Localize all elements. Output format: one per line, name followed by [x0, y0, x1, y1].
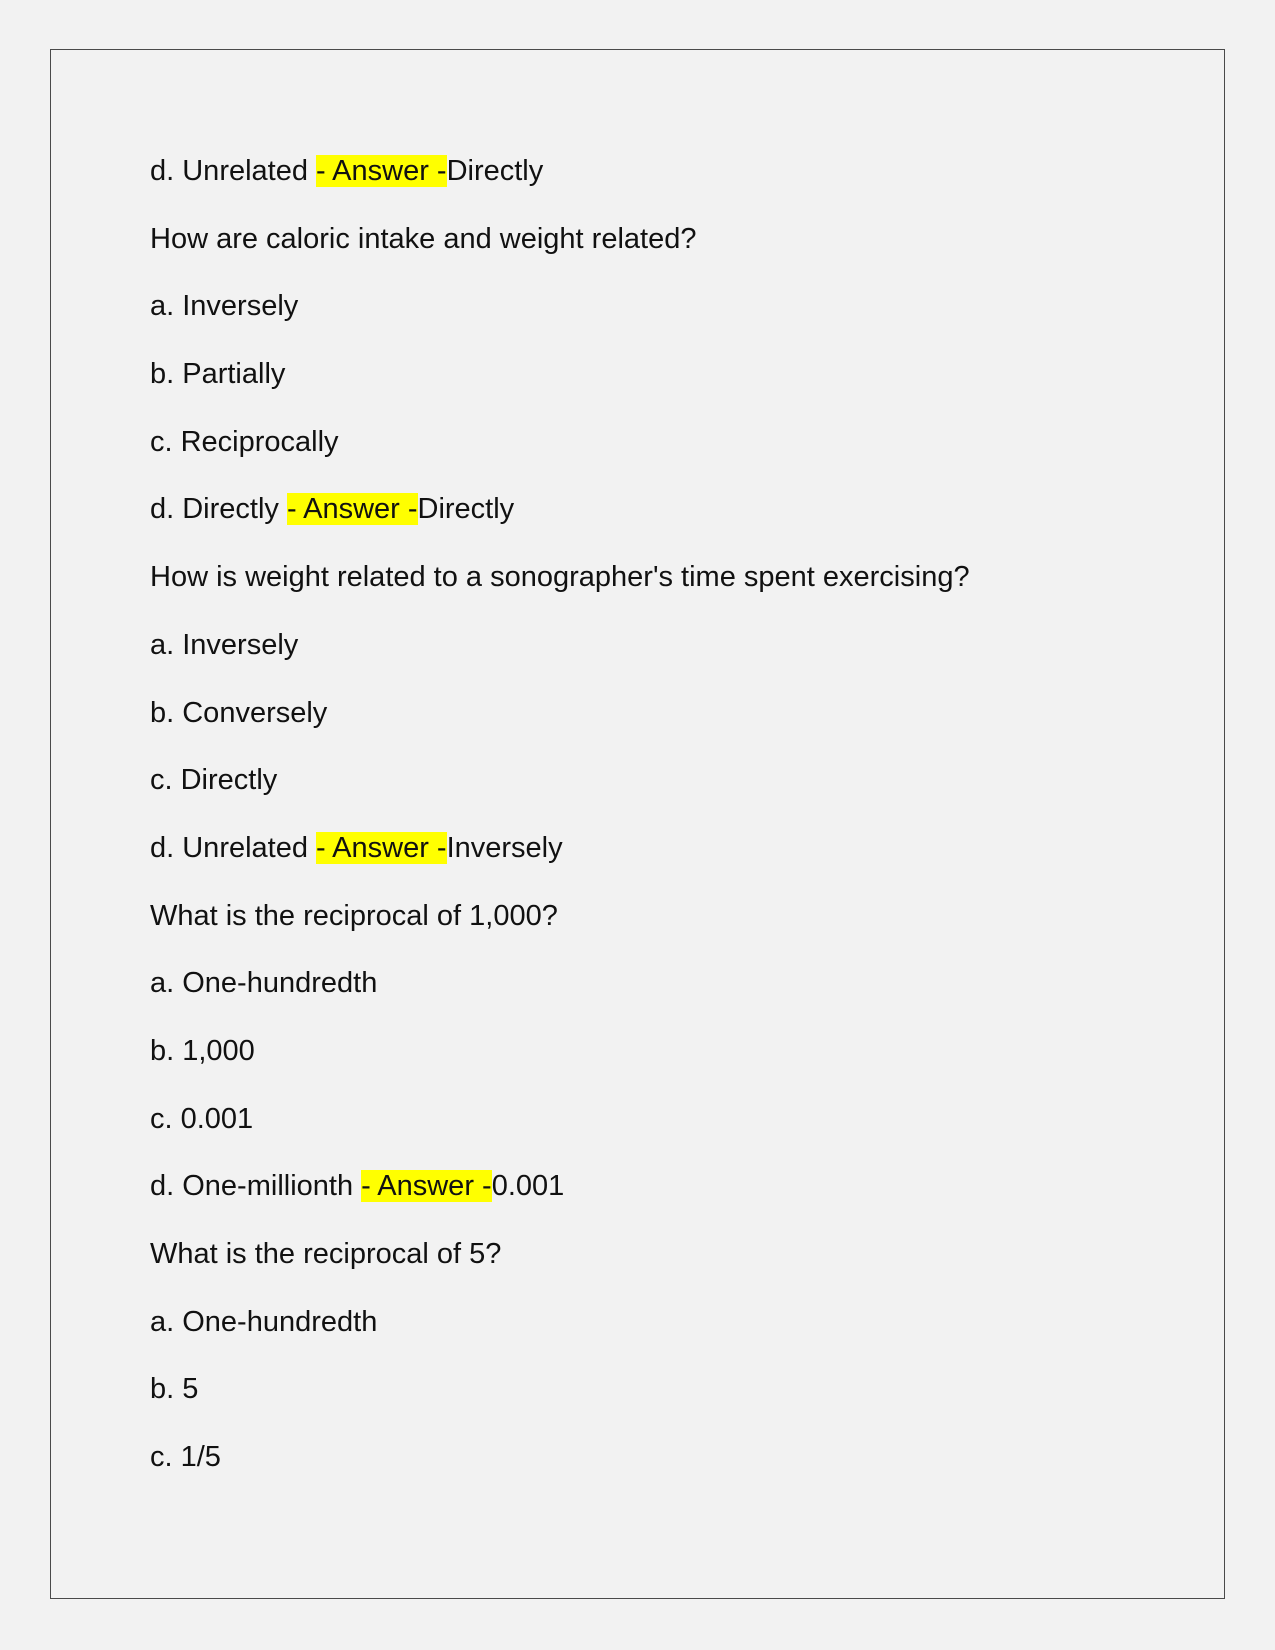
option-line: c. Reciprocally — [150, 425, 339, 458]
question-text: How is weight related to a sonographer's time spent exercising? — [150, 561, 970, 594]
option-line: b. Partially — [150, 358, 286, 391]
option-line: a. One-hundredth — [150, 967, 378, 1000]
option-line: c. 0.001 — [150, 1102, 254, 1135]
answer-value: 0.001 — [491, 1170, 565, 1203]
option-text: d. Unrelated — [150, 155, 317, 187]
option-line: a. One-hundredth — [150, 1305, 378, 1338]
option-text: d. One-millionth — [150, 1170, 362, 1203]
answer-line — [150, 825, 1150, 893]
answer-value: Directly — [446, 155, 544, 187]
answer-line — [150, 148, 1150, 216]
answer-value: Directly — [417, 493, 515, 526]
document-body — [150, 148, 1150, 1502]
option-text: d. Unrelated — [150, 831, 317, 864]
option-line: c. 1/5 — [150, 1441, 221, 1474]
answer-value: Inversely — [446, 831, 563, 864]
option-line: a. Inversely — [150, 628, 299, 661]
option-line: b. 5 — [150, 1373, 199, 1406]
option-text: d. Directly — [150, 493, 287, 526]
answer-line — [150, 1163, 1150, 1231]
answer-marker: - Answer - — [316, 831, 447, 864]
option-line: c. Directly — [150, 764, 278, 797]
answer-marker: - Answer - — [361, 1170, 492, 1203]
option-line: b. 1,000 — [150, 1034, 255, 1067]
question-text: What is the reciprocal of 5? — [150, 1238, 502, 1270]
option-line: a. Inversely — [150, 290, 299, 323]
answer-line — [150, 486, 1150, 554]
question-text: How are caloric intake and weight related? — [150, 222, 697, 255]
option-line: b. Conversely — [150, 696, 328, 729]
question-text: What is the reciprocal of 1,000? — [150, 899, 558, 932]
answer-marker: - Answer - — [286, 493, 418, 526]
answer-marker: - Answer - — [316, 155, 447, 187]
